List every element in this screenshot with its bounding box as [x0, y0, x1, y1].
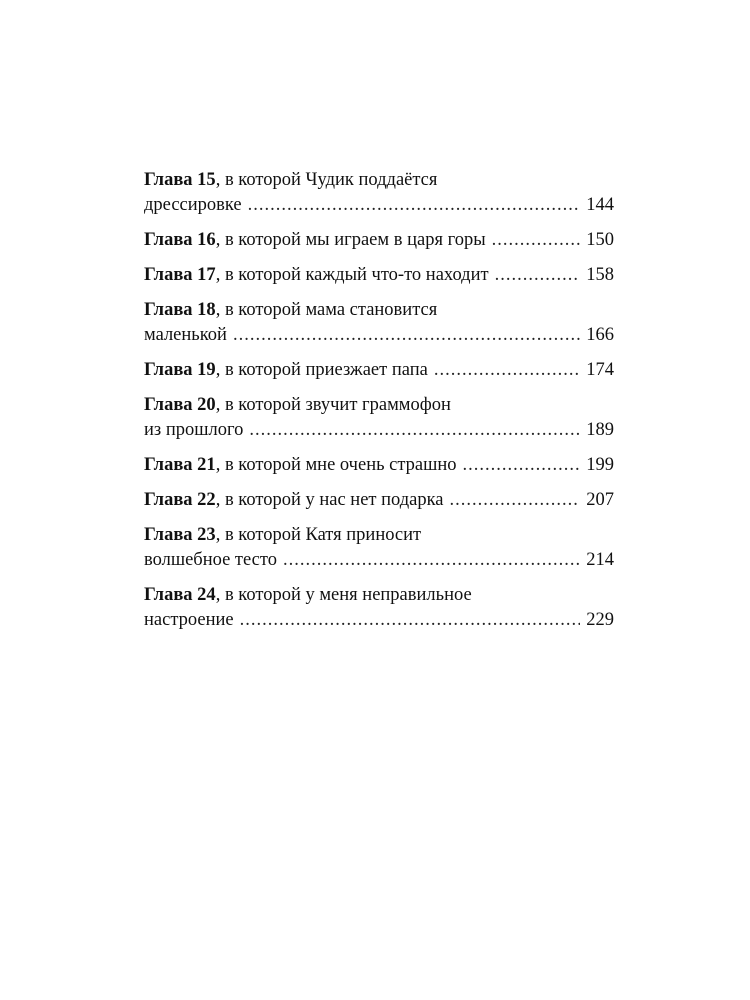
page-number: 174 [586, 360, 614, 380]
chapter-title: , в которой каждый что-то находит [215, 265, 489, 285]
toc-line [144, 263, 614, 288]
chapter-title: , в которой мне очень страшно [215, 455, 457, 475]
chapter-label: Глава 21 [144, 455, 216, 475]
page-number: 199 [586, 455, 614, 475]
chapter-title: , в которой мы играем в царя горы [215, 230, 486, 250]
dot-leader [283, 548, 580, 573]
toc-line [144, 608, 614, 633]
toc-entry-20 [144, 393, 614, 443]
dot-leader [463, 453, 580, 478]
table-of-contents [144, 168, 614, 643]
toc-line [144, 168, 614, 193]
chapter-title: , в которой Катя приносит [215, 525, 422, 545]
toc-entry-22 [144, 488, 614, 513]
page-number: 158 [586, 265, 614, 285]
page-number: 144 [586, 195, 614, 215]
toc-entry-15 [144, 168, 614, 218]
chapter-label: Глава 19 [144, 360, 216, 380]
chapter-title-continued: дрессировке [144, 195, 242, 215]
toc-line [144, 488, 614, 513]
chapter-label: Глава 20 [144, 395, 216, 415]
chapter-label: Глава 24 [144, 585, 216, 605]
chapter-label: Глава 23 [144, 525, 216, 545]
page-number: 189 [586, 420, 614, 440]
toc-entry-16 [144, 228, 614, 253]
toc-line [144, 193, 614, 218]
chapter-title-continued: настроение [144, 610, 234, 630]
page-number: 166 [586, 325, 614, 345]
page-number: 150 [586, 230, 614, 250]
dot-leader [233, 323, 580, 348]
chapter-title: , в которой Чудик поддаётся [215, 170, 438, 190]
dot-leader [495, 263, 580, 288]
chapter-title: , в которой звучит граммофон [215, 395, 451, 415]
toc-entry-17 [144, 263, 614, 288]
toc-line [144, 298, 614, 323]
dot-leader [249, 418, 580, 443]
toc-entry-23 [144, 523, 614, 573]
chapter-title-continued: маленькой [144, 325, 227, 345]
dot-leader [248, 193, 580, 218]
dot-leader [434, 358, 580, 383]
chapter-title-continued: волшебное тесто [144, 550, 277, 570]
chapter-title-continued: из прошлого [144, 420, 244, 440]
chapter-label: Глава 17 [144, 265, 216, 285]
toc-entry-24 [144, 583, 614, 633]
page-number: 214 [586, 550, 614, 570]
toc-entry-18 [144, 298, 614, 348]
toc-line [144, 548, 614, 573]
toc-line [144, 418, 614, 443]
toc-entry-19 [144, 358, 614, 383]
chapter-label: Глава 18 [144, 300, 216, 320]
chapter-label: Глава 16 [144, 230, 216, 250]
chapter-title: , в которой мама становится [215, 300, 438, 320]
toc-line [144, 523, 614, 548]
toc-line [144, 453, 614, 478]
chapter-label: Глава 22 [144, 490, 216, 510]
page-number: 207 [586, 490, 614, 510]
toc-line [144, 358, 614, 383]
dot-leader [240, 608, 580, 633]
page-number: 229 [586, 610, 614, 630]
toc-line [144, 228, 614, 253]
dot-leader [450, 488, 580, 513]
toc-entry-21 [144, 453, 614, 478]
toc-line [144, 323, 614, 348]
chapter-label: Глава 15 [144, 170, 216, 190]
chapter-title: , в которой у меня неправильное [215, 585, 472, 605]
chapter-title: , в которой приезжает папа [215, 360, 428, 380]
dot-leader [492, 228, 580, 253]
toc-line [144, 393, 614, 418]
chapter-title: , в которой у нас нет подарка [215, 490, 444, 510]
toc-line [144, 583, 614, 608]
